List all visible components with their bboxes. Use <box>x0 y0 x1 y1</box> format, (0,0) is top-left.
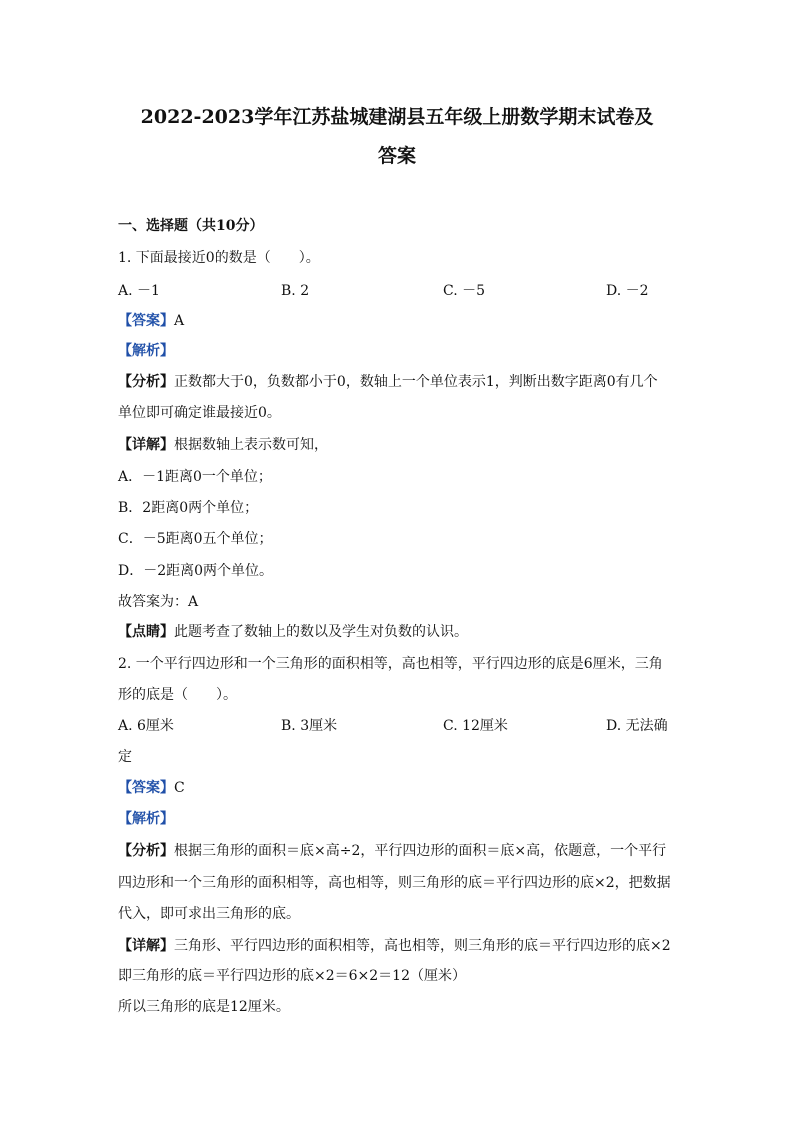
q1-analysis-tag: 【解析】 <box>118 343 174 359</box>
q1-option-c: C. －5 <box>443 283 486 299</box>
answer-tag: 【答案】 <box>118 780 174 796</box>
section-heading: 一、选择题（共10分） <box>118 218 264 234</box>
q1-answer-value: A <box>174 313 185 329</box>
q1-detail-c: C．－5距离0五个单位； <box>118 531 273 547</box>
q2-option-b: B. 3厘米 <box>281 718 338 734</box>
q1-detail-b: B．2距离0两个单位； <box>118 500 259 516</box>
q2-analysis-tag: 【解析】 <box>118 811 174 827</box>
q1-fenxi-line1: 【分析】正数都大于0，负数都小于0，数轴上一个单位表示1，判断出数字距离0有几个 <box>118 374 658 390</box>
q2-xiangjie-line3: 所以三角形的底是12厘米。 <box>118 999 290 1015</box>
doc-title-line1: 2022-2023学年江苏盐城建湖县五年级上册数学期末试卷及 <box>140 106 654 128</box>
q1-dianjing: 【点睛】此题考查了数轴上的数以及学生对负数的认识。 <box>118 624 468 640</box>
q1-fenxi-line2: 单位即可确定谁最接近0。 <box>118 405 281 421</box>
q1-final-answer: 故答案为：A <box>118 594 199 610</box>
q1-xiangjie-line1: 【详解】根据数轴上表示数可知， <box>118 437 328 453</box>
q2-fenxi-line3: 代入，即可求出三角形的底。 <box>118 906 300 922</box>
q2-xiangjie-line2: 即三角形的底＝平行四边形的底×2＝6×2＝12（厘米） <box>118 968 466 984</box>
fenxi-tag: 【分析】 <box>118 374 174 390</box>
q2-xiangjie-line1: 【详解】三角形、平行四边形的面积相等，高也相等，则三角形的底＝平行四边形的底×2 <box>118 938 671 954</box>
q2-option-c: C. 12厘米 <box>443 718 508 734</box>
xiangjie-tag: 【详解】 <box>118 938 174 954</box>
q1-stem: 1. 下面最接近0的数是（ ）。 <box>118 250 320 266</box>
q2-answer <box>118 778 678 798</box>
q2-option-a: A. 6厘米 <box>118 718 174 734</box>
dianjing-tag: 【点睛】 <box>118 624 174 640</box>
q1-option-a: A. －1 <box>118 283 160 299</box>
fenxi-tag: 【分析】 <box>118 843 174 859</box>
q2-fenxi-line2: 四边形和一个三角形的面积相等，高也相等，则三角形的底＝平行四边形的底×2，把数据 <box>118 875 671 891</box>
q1-detail-a: A．－1距离0一个单位； <box>118 469 272 485</box>
q2-answer-value: C <box>174 780 185 796</box>
q2-option-d: D. 无法确 <box>606 718 668 734</box>
xiangjie-tag: 【详解】 <box>118 437 174 453</box>
q1-detail-d: D．－2距离0两个单位。 <box>118 563 274 579</box>
answer-tag: 【答案】 <box>118 313 174 329</box>
doc-title-line2: 答案 <box>377 145 416 167</box>
q2-stem-line2: 形的底是（ ）。 <box>118 687 237 703</box>
q1-answer <box>118 311 678 331</box>
q1-option-d: D. －2 <box>606 283 649 299</box>
q1-option-b: B. 2 <box>281 283 310 299</box>
q2-fenxi-line1: 【分析】根据三角形的面积＝底×高÷2，平行四边形的面积＝底×高，依题意，一个平行 <box>118 843 667 859</box>
q2-option-d-continued: 定 <box>118 749 132 765</box>
q2-stem-line1: 2. 一个平行四边形和一个三角形的面积相等，高也相等，平行四边形的底是6厘米，三角 <box>118 656 663 672</box>
